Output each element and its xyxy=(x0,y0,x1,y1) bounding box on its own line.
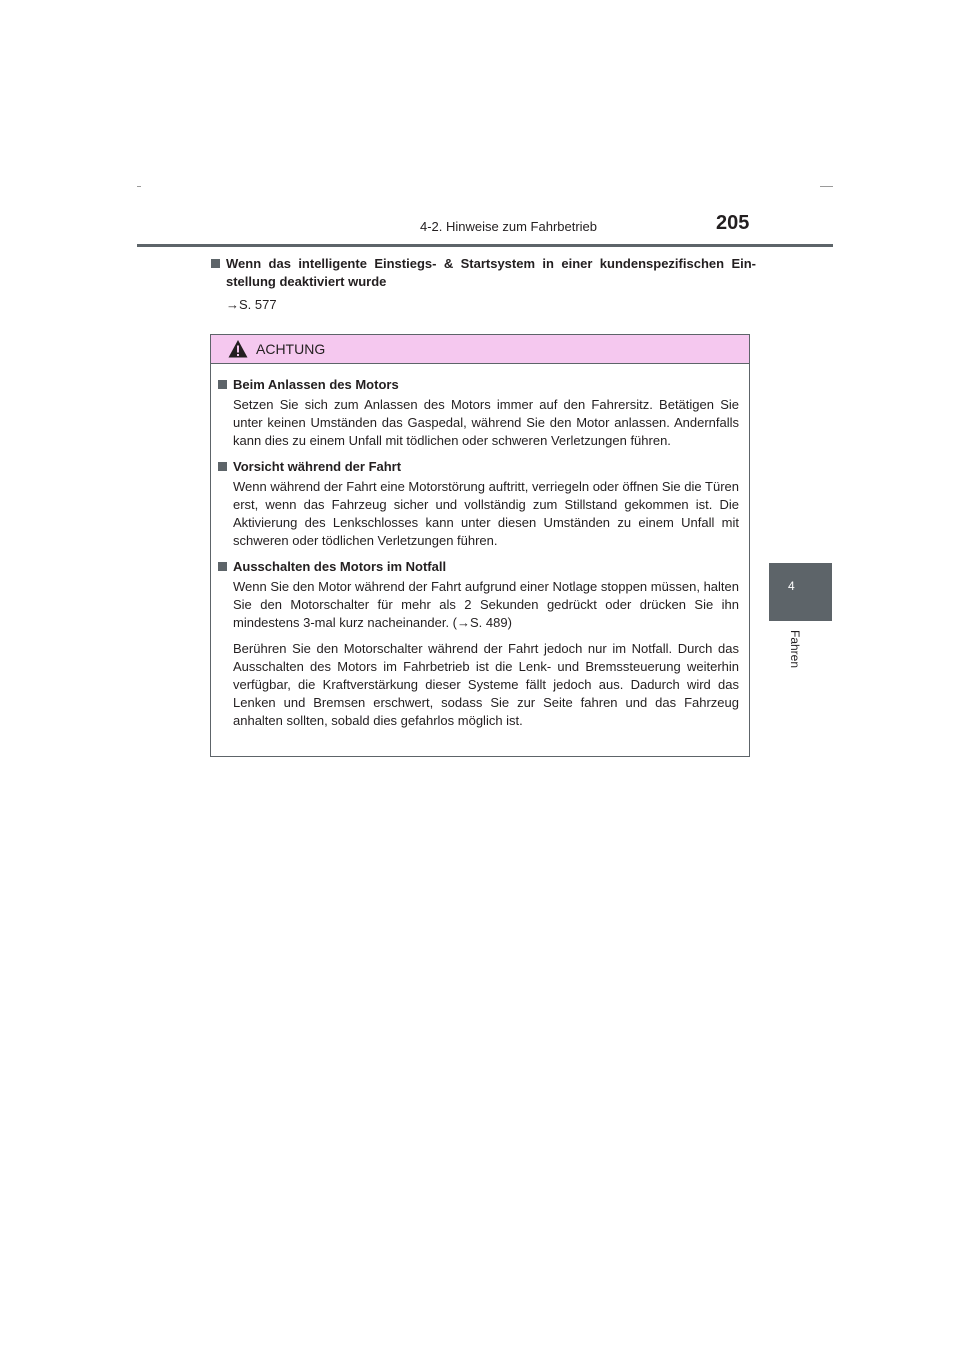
warning-item-heading-text: Beim Anlassen des Motors xyxy=(233,377,399,392)
warning-paragraph: Wenn Sie den Motor während der Fahrt aufgrund einer Notlage stoppen müssen, halten Sie den Motorschalter für mehr als 2 Sekunden gedrückt oder drücken Sie ihn mindestens 3-mal kurz nacheinander. (→S. 489) xyxy=(233,579,739,630)
warning-body xyxy=(211,364,749,730)
warning-title: ACHTUNG xyxy=(256,341,326,357)
warning-item-heading-text: Ausschalten des Motors im Notfall xyxy=(233,559,447,574)
warning-paragraph: Wenn während der Fahrt eine Motorstörung auftritt, verriegeln oder öffnen Sie die Türen erst, wenn das Fahrzeug sicher und vollständig zum Stillstand gekommen ist. Die Aktivierung des Lenkschlosses kann unter diesen Umständen zu einem Unfall mit schweren oder tödlichen Verletzungen führen. xyxy=(233,479,739,548)
square-bullet-icon xyxy=(211,259,220,268)
warning-item-driving-caution xyxy=(218,458,739,550)
square-bullet-icon xyxy=(218,562,227,571)
section-heading xyxy=(211,255,756,291)
crop-mark-right xyxy=(820,186,833,187)
page-number: 205 xyxy=(716,212,750,234)
warning-item-heading xyxy=(218,458,739,476)
warning-paragraph: Setzen Sie sich zum Anlassen des Motors immer auf den Fahrersitz. Betätigen Sie unter keinen Umständen das Gaspedal, während Sie den Motor anlassen. Andernfalls kann dies zu einem Unfall mit tödlichen oder schweren Verletzungen führen. xyxy=(233,397,739,448)
header-rule xyxy=(137,244,833,247)
warning-item-heading xyxy=(218,558,739,576)
chapter-tab xyxy=(769,563,832,621)
warning-box xyxy=(210,334,750,757)
warning-triangle-icon xyxy=(228,339,248,359)
chapter-tab-number: 4 xyxy=(788,579,795,593)
running-head: 4-2. Hinweise zum Fahrbetrieb xyxy=(420,219,598,234)
warning-item-emergency-stop xyxy=(218,558,739,730)
square-bullet-icon xyxy=(218,380,227,389)
chapter-tab-label: Fahren xyxy=(788,630,802,669)
warning-header xyxy=(211,335,749,364)
warning-item-heading-text: Vorsicht während der Fahrt xyxy=(233,459,402,474)
section-heading-text: Wenn das intelligente Einstiegs- & Startsystem in einer kundenspezifischen Ein-stellung deaktiviert wurde xyxy=(226,256,756,289)
page-reference: →S. 577 xyxy=(226,297,277,312)
warning-item-heading xyxy=(218,376,739,394)
crop-mark-left xyxy=(137,186,141,187)
section-smart-key-disabled xyxy=(211,255,756,314)
warning-item-starting-engine xyxy=(218,376,739,450)
warning-paragraph: Berühren Sie den Motorschalter während der Fahrt jedoch nur im Notfall. Durch das Ausschalten des Motors im Fahrbetrieb ist die Lenk- und Bremssteuerung weiterhin verfügbar, die Kraftverstärkung dieser Systeme fällt jedoch aus. Dadurch wird das Lenken und Bremsen erschwert, sodass Sie zur Seite fahren und das Fahrzeug anhalten sollten, sobald dies gefahrlos möglich ist. xyxy=(233,641,739,728)
square-bullet-icon xyxy=(218,462,227,471)
